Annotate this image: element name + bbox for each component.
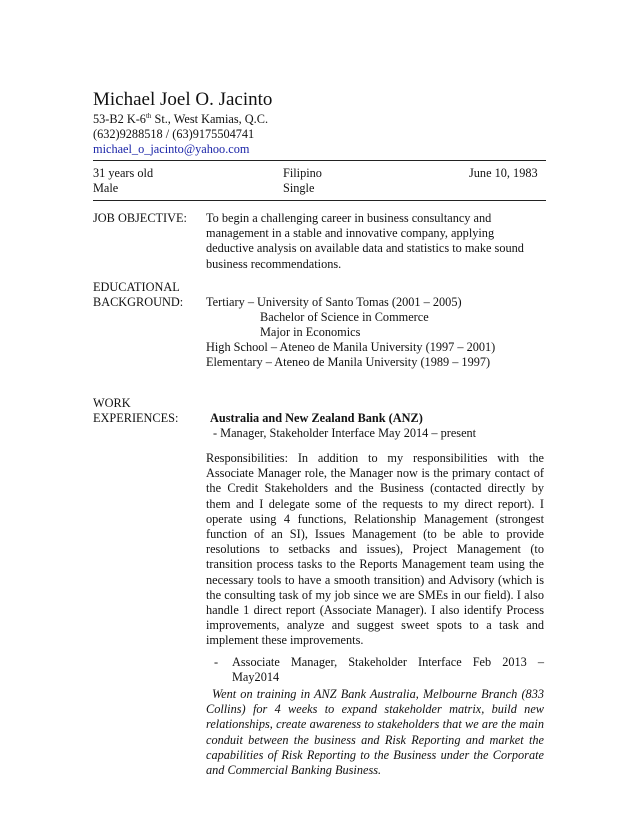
age-text: 31 years old bbox=[93, 166, 154, 180]
education-label-line2: BACKGROUND: bbox=[93, 295, 184, 309]
responsibilities-paragraph: Responsibilities: In addition to my responsibilities with the Associate Manager role, the Manager now is the primary contact of the Credit Stakeholders and the Business (contacted directly by them and I delegate some of the requests to my direct report). I operate using 4 functions, Relationship Management (strongest function of an SI), Issues Management (to be able to provide resolutions to setbacks and issues), Project Management (to transition process tasks to the Reports Management team using the necessary tools to have a smooth transition) and Advisory (which is the consulting task of my job since we are SMEs in our field). I also handle 1 direct report (Associate Manager). I also identify Process improvements, analyze and suggest sweet spots to a task and implement these improvements. bbox=[206, 451, 544, 648]
nationality-text: Filipino bbox=[283, 166, 322, 180]
personal-divider bbox=[93, 200, 546, 201]
objective-line: deductive analysis on available data and statistics to make sound bbox=[206, 241, 524, 256]
training-paragraph: Went on training in ANZ Bank Australia, Melbourne Branch (833 Collins) for 4 weeks to expand stakeholder matrix, build new relationships, create awareness to stakeholders that we are the main conduit between the business and Risk Reporting and market the capabilities of Risk Reporting to the Business under the Corporate and Commercial Banking Business. bbox=[206, 687, 544, 778]
candidate-name: Michael Joel O. Jacinto bbox=[93, 89, 273, 110]
objective-line: management in a stable and innovative company, applying bbox=[206, 226, 495, 241]
role-associate-manager: Associate Manager, Stakeholder Interface Feb 2013 – May2014 bbox=[232, 655, 544, 685]
header-divider bbox=[93, 160, 546, 161]
role-bullet: - bbox=[214, 655, 219, 669]
objective-text bbox=[206, 211, 545, 272]
birthdate-text: June 10, 1983 bbox=[469, 166, 538, 180]
civil-status-text: Single bbox=[283, 181, 315, 195]
education-label-line1: EDUCATIONAL bbox=[93, 280, 180, 294]
objective-line: To begin a challenging career in business consultancy and bbox=[206, 211, 492, 225]
work-label-line1: WORK bbox=[93, 396, 131, 410]
major-text: Major in Economics bbox=[260, 325, 361, 339]
address-street: St., West Kamias, Q.C. bbox=[151, 112, 269, 126]
work-label-line2: EXPERIENCES: bbox=[93, 411, 179, 425]
highschool-education: High School – Ateneo de Manila University (1997 – 2001) bbox=[206, 340, 496, 354]
email-link[interactable]: michael_o_jacinto@yahoo.com bbox=[93, 142, 250, 156]
objective-label: JOB OBJECTIVE: bbox=[93, 211, 187, 225]
address-line bbox=[93, 112, 268, 127]
elementary-education: Elementary – Ateneo de Manila University (1989 – 1997) bbox=[206, 355, 491, 369]
address-street-number: 53-B2 K-6 bbox=[93, 112, 146, 126]
degree-text: Bachelor of Science in Commerce bbox=[260, 310, 429, 324]
gender-text: Male bbox=[93, 181, 119, 195]
objective-line: business recommendations. bbox=[206, 256, 342, 271]
role-manager: - Manager, Stakeholder Interface May 2014 – present bbox=[213, 426, 477, 440]
address-ordinal: th bbox=[145, 112, 152, 120]
company-name: Australia and New Zealand Bank (ANZ) bbox=[210, 411, 423, 425]
tertiary-education: Tertiary – University of Santo Tomas (2001 – 2005) bbox=[206, 295, 462, 309]
phone-line: (632)9288518 / (63)9175504741 bbox=[93, 127, 255, 141]
